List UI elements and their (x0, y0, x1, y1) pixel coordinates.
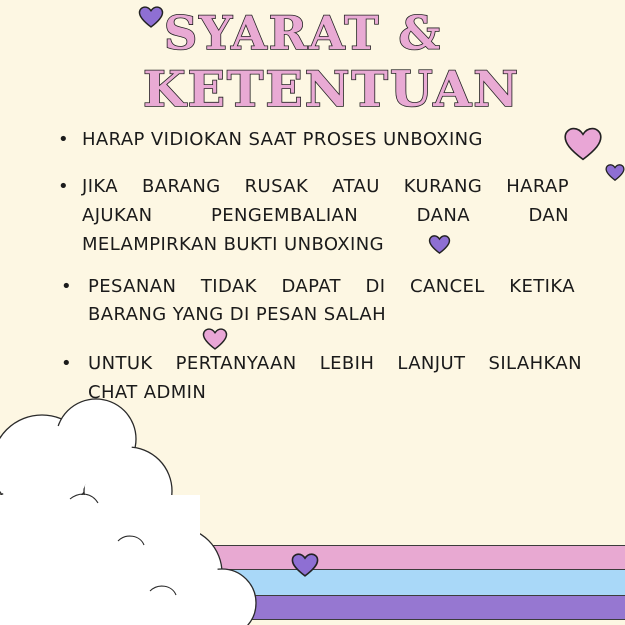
rule-text: HARAP VIDIOKAN SAAT PROSES UNBOXING (82, 129, 483, 150)
rule-text: MELAMPIRKAN BUKTI UNBOXING (82, 234, 384, 255)
page-title-line-2: KETENTUAN (143, 60, 521, 118)
rule-item-3 (61, 273, 575, 329)
heart-icon (291, 553, 319, 577)
bullet-icon: • (58, 129, 70, 150)
rule-item-2 (58, 172, 569, 259)
rule-text: CHAT ADMIN (88, 382, 207, 403)
cloud-illustration (0, 395, 260, 625)
heart-icon (428, 235, 451, 254)
bullet-icon: • (61, 276, 73, 297)
rule-text: UNTUK PERTANYAAN LEBIH LANJUT SILAHKAN (88, 353, 582, 374)
rule-text: BARANG YANG DI PESAN SALAH (88, 304, 387, 325)
rule-text: AJUKAN PENGEMBALIAN DANA DAN (82, 205, 569, 226)
heart-icon (605, 164, 625, 181)
rule-item-1 (58, 126, 552, 154)
heart-icon (138, 6, 164, 28)
bullet-icon: • (58, 176, 70, 197)
page-title-line-1: SYARAT & (164, 6, 442, 60)
heart-icon (563, 127, 603, 161)
rule-text: JIKA BARANG RUSAK ATAU KURANG HARAP (82, 176, 569, 197)
heart-icon (202, 328, 228, 350)
rule-text: PESANAN TIDAK DAPAT DI CANCEL KETIKA (88, 276, 575, 297)
bullet-icon: • (61, 353, 73, 374)
